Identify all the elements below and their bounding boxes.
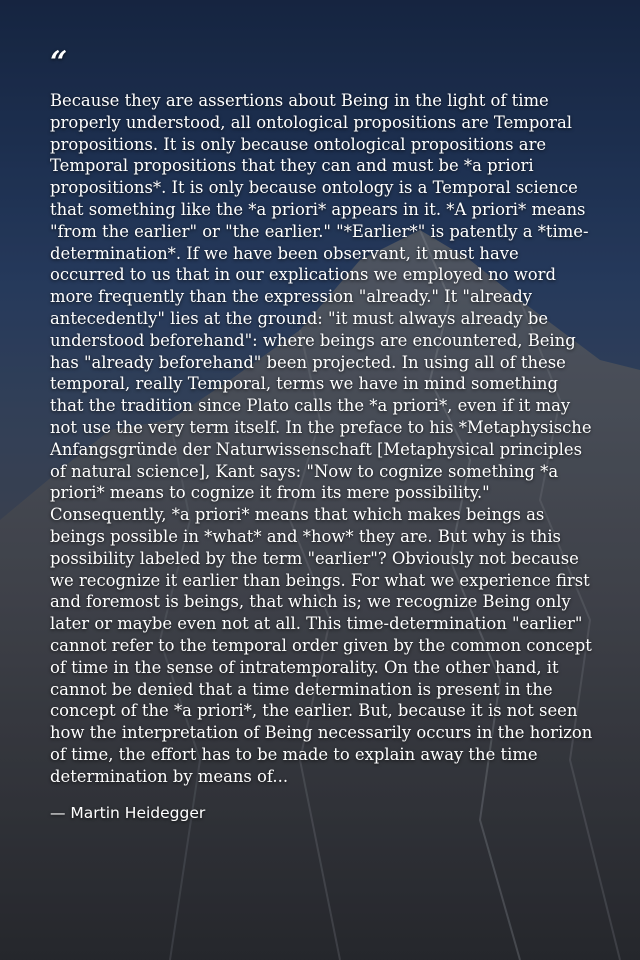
quote-card	[50, 45, 595, 822]
quote-author: — Martin Heidegger	[50, 803, 206, 822]
quote-mark: “	[50, 45, 68, 80]
quote-text: Because they are assertions about Being in the light of time properly understood, all ontological propositions are Temporal propositions. It is only because ontological propositions are Temporal propositions that they can and must be *a priori propositions*. It is only because ontology is a Temporal science that something like the *a priori* appears in it. *A priori* means "from the earlier" or "the earlier." "*Earlier*" is patently a *time-determination*. If we have been observant, it must have occurred to us that in our explications we employed no word more frequently than the expression "already." It "already antecedently" lies at the ground: "it must always already be understood beforehand": where beings are encountered, Being has "already beforehand" been projected. In using all of these temporal, really Temporal, terms we have in mind something that the tradition since Plato calls the *a priori*, even if it may not use the very term itself. In the preface to his *Metaphysische Anfangsgründe der Naturwissenschaft [Metaphysical principles of natural science], Kant says: "Now to cognize something *a priori* means to cognize it from its mere possibility." Consequently, *a priori* means that which makes beings as beings possible in *what* and *how* they are. But why is this possibility labeled by the term "earlier"? Obviously not because we recognize it earlier than beings. For what we experience first and foremost is beings, that which is; we recognize Being only later or maybe even not at all. This time-determination "earlier" cannot refer to the temporal order given by the common concept of time in the sense of intratemporality. On the other hand, it cannot be denied that a time determination is present in the concept of the *a priori*, the earlier. But, because it is not seen how the interpretation of Being necessarily occurs in the horizon of time, the effort has to be made to explain away the time determination by means of...	[50, 91, 593, 786]
